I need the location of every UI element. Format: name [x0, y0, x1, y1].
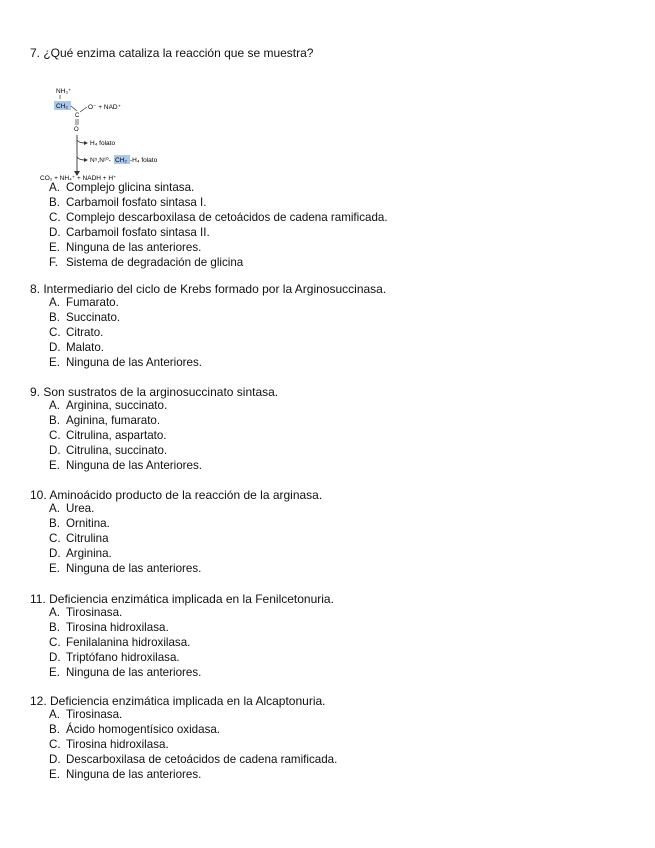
option-10a [30, 502, 322, 517]
option-letter: B. [49, 516, 60, 530]
option-8b [30, 311, 386, 326]
option-letter: B. [49, 620, 60, 634]
option-10c [30, 532, 322, 547]
option-11c [30, 636, 334, 651]
question-8-title: 8. Intermediario del ciclo de Krebs formado por la Arginosuccinasa. [30, 282, 387, 296]
option-text: Carbamoil fosfato sintasa II. [66, 225, 210, 239]
option-text: Ninguna de las anteriores. [66, 561, 202, 575]
option-text: Descarboxilasa de cetoácidos de cadena ramificada. [66, 752, 338, 766]
option-8e [30, 356, 386, 371]
option-text: Tirosina hidroxilasa. [66, 620, 169, 634]
ch2-label: CH₂ [56, 103, 68, 110]
option-text: Ácido homogentísico oxidasa. [66, 722, 221, 736]
option-text: Citrulina, aspartato. [66, 428, 167, 442]
option-letter: D. [49, 752, 61, 766]
option-8d [30, 341, 386, 356]
option-12e [30, 768, 337, 783]
option-letter: C. [49, 210, 61, 224]
option-11a [30, 606, 334, 621]
option-8c [30, 326, 386, 341]
option-letter: E. [49, 665, 60, 679]
question-10-title: 10. Aminoácido producto de la reacción de la arginasa. [30, 488, 323, 502]
option-text: Complejo descarboxilasa de cetoácidos de cadena ramificada. [66, 210, 388, 224]
option-letter: B. [49, 310, 60, 324]
option-letter: A. [49, 606, 60, 619]
option-letter: C. [49, 325, 61, 339]
reaction-diagram [30, 60, 270, 181]
question-7-title: 7. ¿Qué enzima cataliza la reacción que se muestra? [30, 46, 314, 60]
option-8a [30, 296, 386, 311]
option-text: Citrato. [66, 325, 104, 339]
products-label: CO₂ + NH₄⁺ + NADH + H⁺ [40, 175, 117, 181]
question-9-title: 9. Son sustratos de la arginosuccinato sintasa. [30, 385, 279, 399]
option-9b [30, 414, 278, 429]
option-text: Sistema de degradación de glicina [66, 255, 244, 269]
option-text: Ninguna de las anteriores. [66, 665, 202, 679]
option-letter: A. [49, 502, 60, 515]
option-letter: C. [49, 737, 61, 751]
methylene-ch2-label: CH₂ [115, 157, 127, 164]
question-8 [30, 282, 386, 371]
question-11 [30, 592, 334, 681]
option-letter: A. [49, 181, 60, 194]
option-letter: E. [49, 240, 60, 254]
option-10e [30, 562, 322, 577]
question-9-options [30, 399, 278, 474]
option-text: Citrulina, succinato. [66, 443, 168, 457]
option-7d [30, 226, 388, 241]
option-9e [30, 459, 278, 474]
carboxylate-nad-label: O⁻ + NAD⁺ [88, 104, 122, 111]
option-text: Complejo glicina sintasa. [66, 181, 195, 194]
option-10d [30, 547, 322, 562]
option-text: Fumarato. [66, 296, 119, 309]
reaction-diagram-svg [30, 60, 270, 181]
question-11-title: 11. Deficiencia enzimática implicada en la Fenilcetonuria. [30, 592, 334, 606]
option-text: Arginina. [66, 546, 112, 560]
option-letter: D. [49, 340, 61, 354]
option-text: Arginina, succinato. [66, 399, 168, 412]
option-9a [30, 399, 278, 414]
option-text: Succinato. [66, 310, 121, 324]
option-7a [30, 181, 388, 196]
question-7-options [30, 181, 388, 270]
h4-folate-label: H₄ folato [90, 140, 116, 147]
question-9 [30, 385, 278, 474]
option-11e [30, 666, 334, 681]
option-10b [30, 517, 322, 532]
option-letter: B. [49, 195, 60, 209]
option-11d [30, 651, 334, 666]
option-7f [30, 256, 388, 271]
option-7b [30, 196, 388, 211]
option-letter: F. [49, 255, 59, 269]
option-letter: C. [49, 635, 61, 649]
methylene-folate-suffix: -H₄ folato [130, 157, 158, 164]
option-letter: C. [49, 531, 61, 545]
question-12-options [30, 708, 337, 783]
option-9c [30, 429, 278, 444]
question-11-options [30, 606, 334, 681]
question-10 [30, 488, 322, 577]
option-letter: D. [49, 225, 61, 239]
question-12-title: 12. Deficiencia enzimática implicada en la Alcaptonuria. [30, 694, 326, 708]
nh3-label: NH₃⁺ [56, 88, 72, 95]
option-text: Tirosinasa. [66, 708, 123, 721]
option-text: Ornitina. [66, 516, 110, 530]
option-letter: B. [49, 722, 60, 736]
option-12a [30, 708, 337, 723]
carbon-label: C [75, 113, 80, 119]
option-7e [30, 241, 388, 256]
option-text: Ninguna de las anteriores. [66, 240, 202, 254]
option-letter: C. [49, 428, 61, 442]
option-text: Ninguna de las Anteriores. [66, 355, 202, 369]
option-text: Triptófano hidroxilasa. [66, 650, 180, 664]
option-text: Tirosina hidroxilasa. [66, 737, 169, 751]
option-letter: A. [49, 708, 60, 721]
option-letter: E. [49, 561, 60, 575]
option-text: Carbamoil fosfato sintasa I. [66, 195, 207, 209]
option-11b [30, 621, 334, 636]
option-letter: E. [49, 355, 60, 369]
option-letter: E. [49, 458, 60, 472]
option-7c [30, 211, 388, 226]
option-letter: A. [49, 399, 60, 412]
option-text: Tirosinasa. [66, 606, 123, 619]
option-12b [30, 723, 337, 738]
option-text: Aginina, fumarato. [66, 413, 161, 427]
methylene-folate-prefix: N⁵,N¹⁰- [90, 157, 111, 164]
option-letter: B. [49, 413, 60, 427]
question-10-options [30, 502, 322, 577]
option-letter: D. [49, 650, 61, 664]
question-8-options [30, 296, 386, 371]
option-text: Ninguna de las Anteriores. [66, 458, 202, 472]
oxygen-label: O [74, 127, 79, 133]
option-letter: E. [49, 767, 60, 781]
question-12 [30, 694, 337, 783]
option-12c [30, 738, 337, 753]
option-text: Urea. [66, 502, 95, 515]
option-12d [30, 753, 337, 768]
option-text: Malato. [66, 340, 105, 354]
option-letter: D. [49, 546, 61, 560]
option-letter: A. [49, 296, 60, 309]
question-7 [30, 46, 388, 270]
option-text: Citrulina [66, 531, 109, 545]
option-text: Ninguna de las anteriores. [66, 767, 202, 781]
option-9d [30, 444, 278, 459]
option-text: Fenilalanina hidroxilasa. [66, 635, 191, 649]
option-letter: D. [49, 443, 61, 457]
